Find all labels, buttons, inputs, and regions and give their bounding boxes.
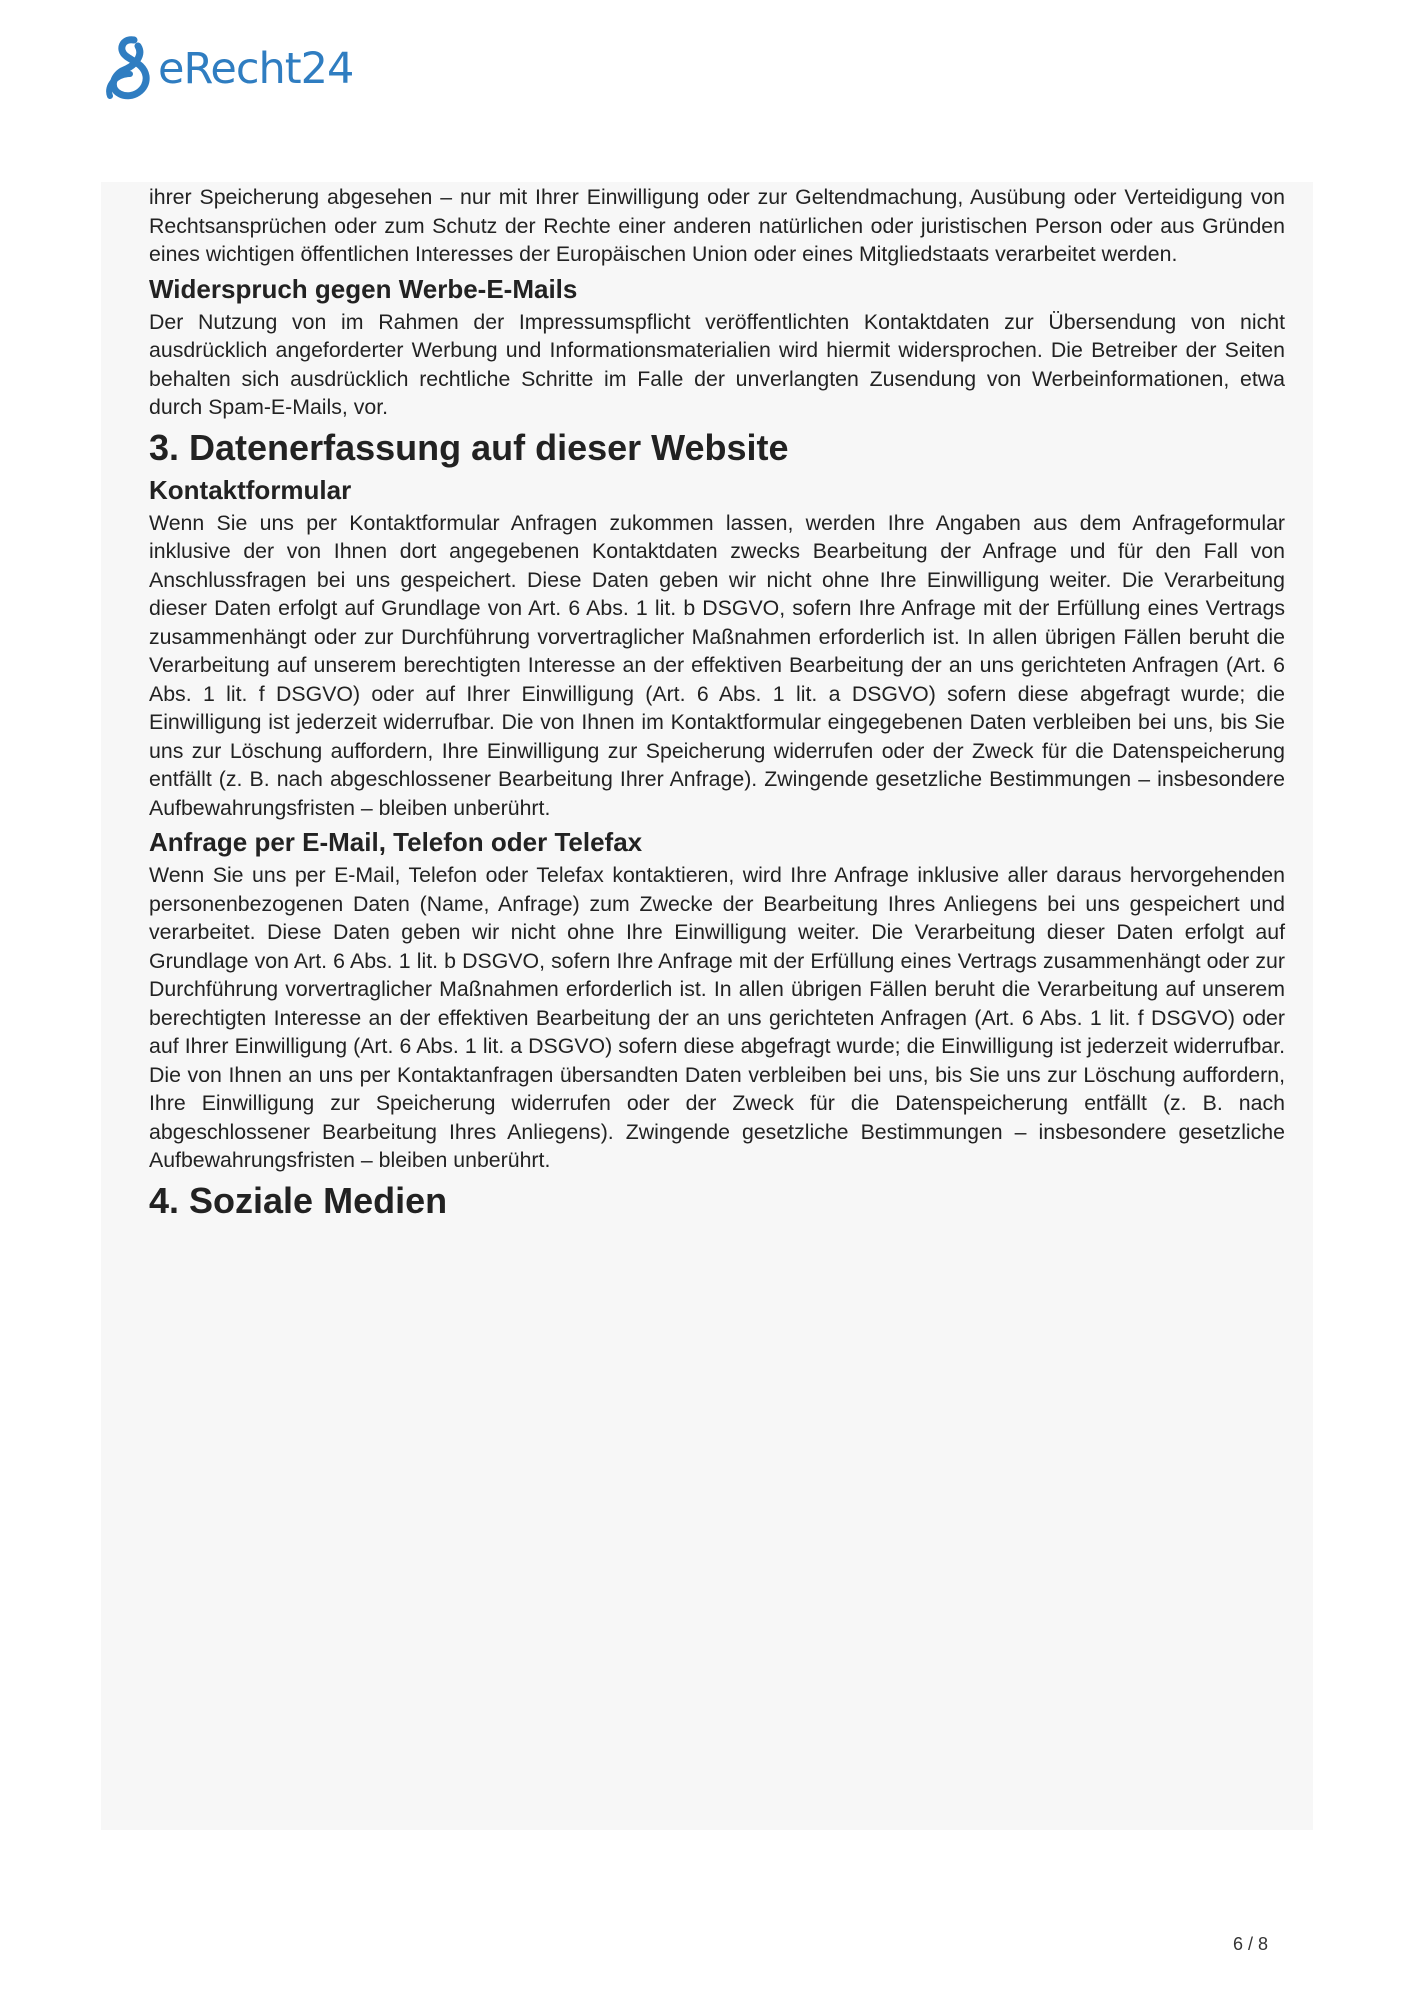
widerspruch-heading: Widerspruch gegen Werbe-E-Mails [149,273,578,304]
section3-heading: 3. Datenerfassung auf dieser Website [149,426,789,468]
continuation-paragraph: ihrer Speicherung abgesehen – nur mit Ihrer Einwilligung oder zur Geltendmachung, Ausübung oder Verteidigung von Rechtsansprüchen oder zum Schutz der Rechte einer anderen natürlichen oder juristischen Person oder aus Gründen eines wichtigen öffentlichen Interesses der Europäischen Union oder eines Mitgliedstaats verarbeitet werden. [149,185,1285,266]
logo-text: eRecht24 [158,44,354,94]
page-number: 6 / 8 [1232,1934,1268,1954]
kontaktformular-text: Wenn Sie uns per Kontaktformular Anfragen zukommen lassen, werden Ihre Angaben aus dem Anfrageformular inklusive der von Ihnen dort angegebenen Kontaktdaten zwecks Bearbeitung der Anfrage und für den Fall von Anschlussfragen bei uns gespeichert. Diese Daten geben wir nicht ohne Ihre Einwilligung weiter. Die Verarbeitung dieser Daten erfolgt auf Grundlage von Art. 6 Abs. 1 lit. b DSGVO, sofern Ihre Anfrage mit der Erfüllung eines Vertrags zusammenhängt oder zur Durchführung vorvertraglicher Maßnahmen erforderlich ist. In allen übrigen Fällen beruht die Verarbeitung auf unserem berechtigten Interesse an der effektiven Bearbeitung der an uns gerichteten Anfragen (Art. 6 Abs. 1 lit. f DSGVO) oder auf Ihrer Einwilligung (Art. 6 Abs. 1 lit. a DSGVO) sofern diese abgefragt wurde; die Einwilligung ist jederzeit widerrufbar. Die von Ihnen im Kontaktformular eingegebenen Daten verbleiben bei uns, bis Sie uns zur Löschung auffordern, Ihre Einwilligung zur Speicherung widerrufen oder der Zweck für die Datenspeicherung entfällt (z. B. nach abgeschlossener Bearbeitung Ihrer Anfrage). Zwingende gesetzliche Bestimmungen – insbesondere Aufbewahrungsfristen – bleiben unberührt. [149,510,1285,820]
erecht24-logo [100,34,353,104]
document-content [149,183,1285,1227]
erecht24-logo-icon [100,34,160,104]
section4-heading: 4. Soziale Medien [149,1179,448,1221]
widerspruch-text: Der Nutzung von im Rahmen der Impressumspflicht veröffentlichten Kontaktdaten zur Übersendung von nicht ausdrücklich angeforderter Werbung und Informationsmaterialien wird hiermit widersprochen. Die Betreiber der Seiten behalten sich ausdrücklich rechtliche Schritte im Falle der unverlangten Zusendung von Werbeinformationen, etwa durch Spam-E-Mails, vor. [149,309,1285,419]
kontaktformular-heading: Kontaktformular [149,474,352,505]
anfrage-text: Wenn Sie uns per E-Mail, Telefon oder Telefax kontaktieren, wird Ihre Anfrage inklusive aller daraus hervorgehenden personenbezogenen Daten (Name, Anfrage) zum Zwecke der Bearbeitung Ihres Anliegens bei uns gespeichert und verarbeitet. Diese Daten geben wir nicht ohne Ihre Einwilligung weiter. Die Verarbeitung dieser Daten erfolgt auf Grundlage von Art. 6 Abs. 1 lit. b DSGVO, sofern Ihre Anfrage mit der Erfüllung eines Vertrags zusammenhängt oder zur Durchführung vorvertraglicher Maßnahmen erforderlich ist. In allen übrigen Fällen beruht die Verarbeitung auf unserem berechtigten Interesse an der effektiven Bearbeitung der an uns gerichteten Anfragen (Art. 6 Abs. 1 lit. f DSGVO) oder auf Ihrer Einwilligung (Art. 6 Abs. 1 lit. a DSGVO) sofern diese abgefragt wurde; die Einwilligung ist jederzeit widerrufbar. Die von Ihnen an uns per Kontaktanfragen übersandten Daten verbleiben bei uns, bis Sie uns zur Löschung auffordern, Ihre Einwilligung zur Speicherung widerrufen oder der Zweck für die Datenspeicherung entfällt (z. B. nach abgeschlossener Bearbeitung Ihres Anliegens). Zwingende gesetzliche Bestimmungen – insbesondere gesetzliche Aufbewahrungsfristen – bleiben unberührt. [149,863,1285,1172]
anfrage-heading: Anfrage per E-Mail, Telefon oder Telefax [149,827,643,857]
